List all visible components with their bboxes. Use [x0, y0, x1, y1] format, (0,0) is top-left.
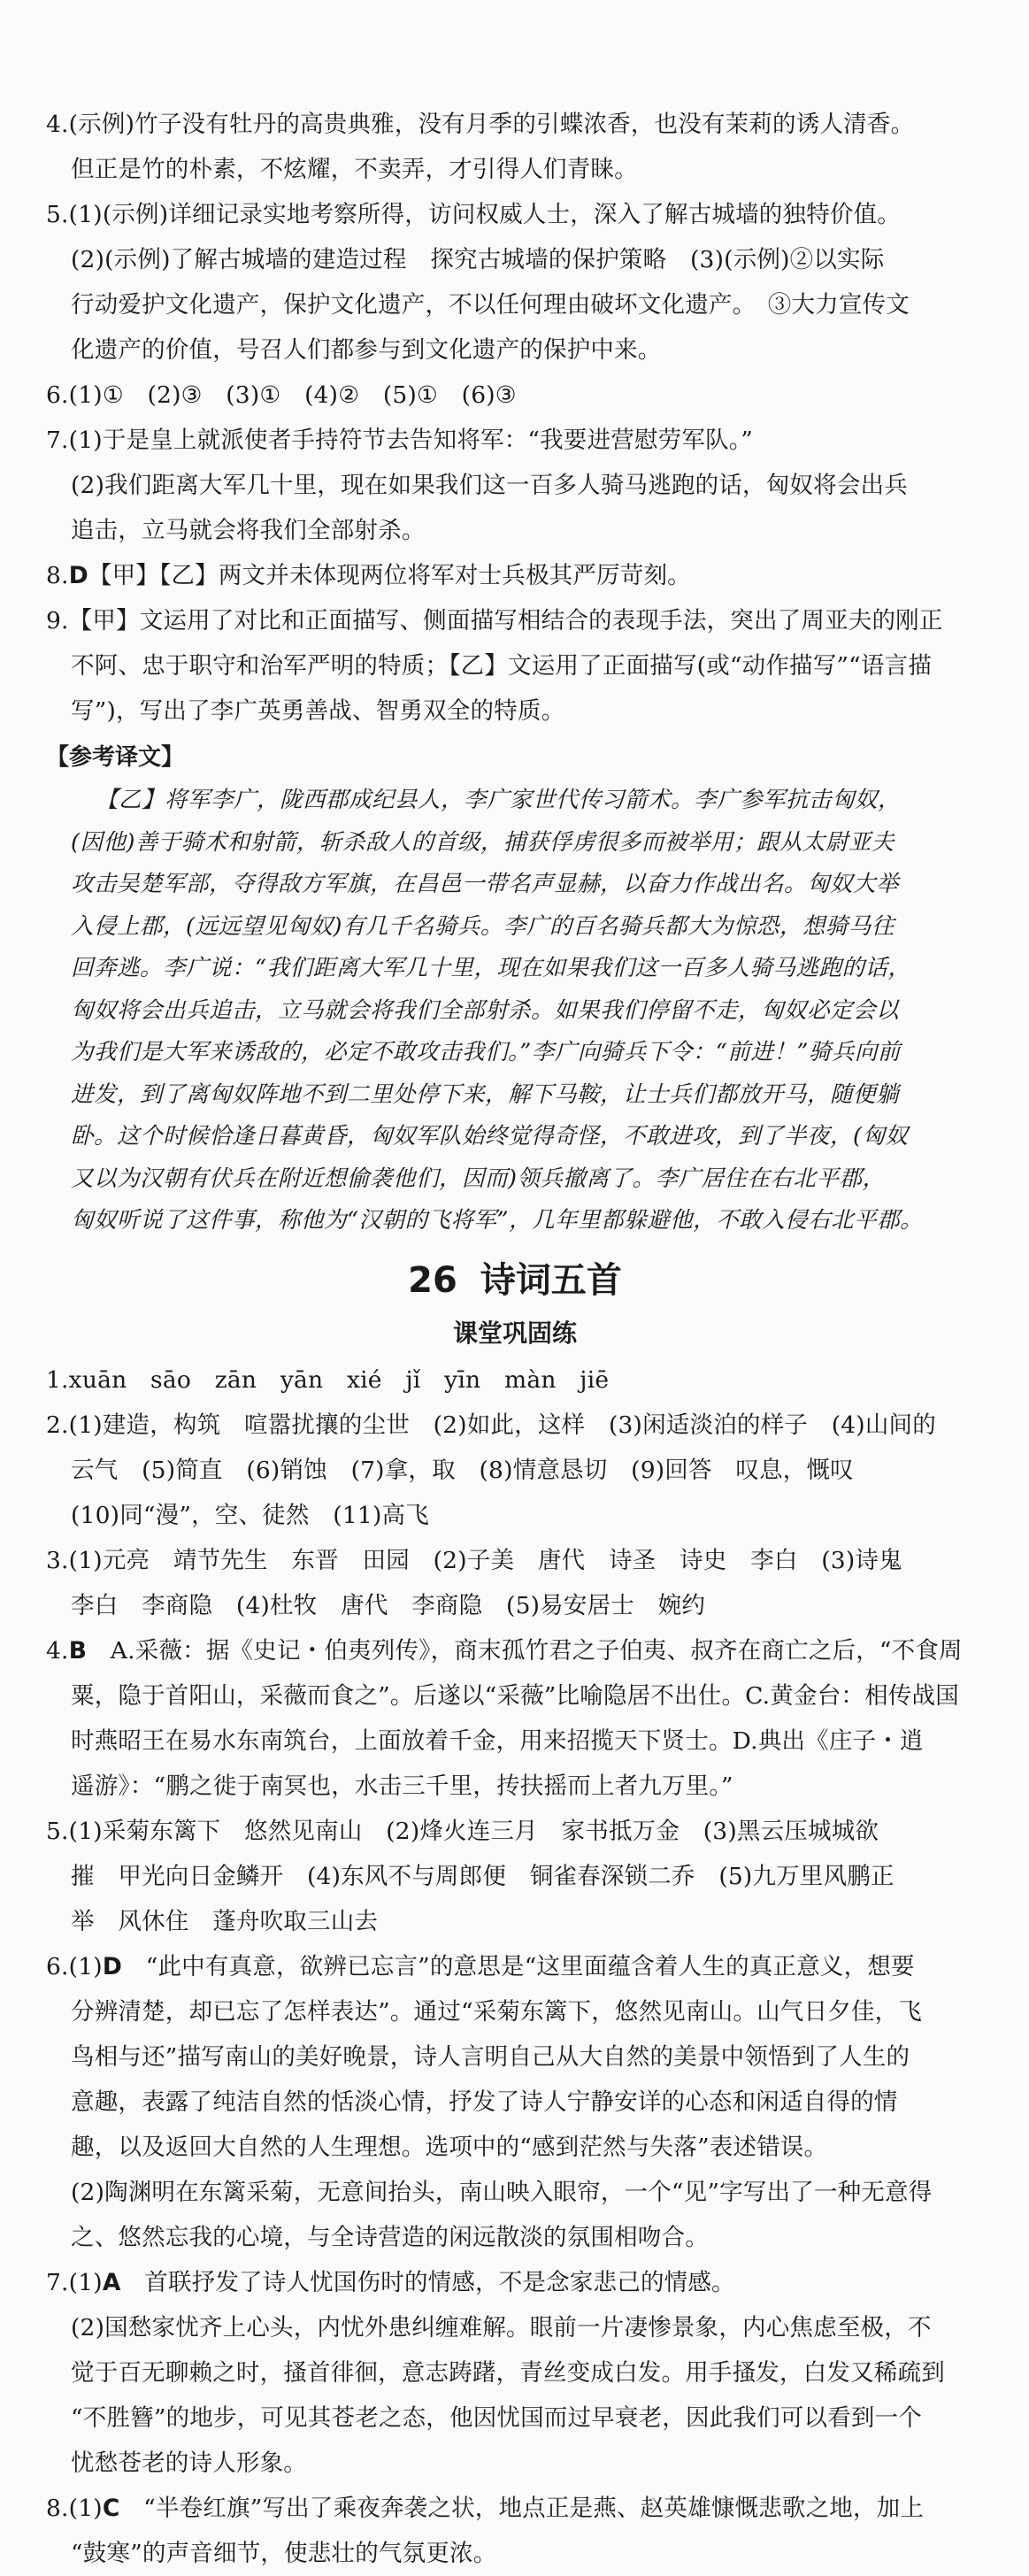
answer-b8-number: 8.(1) — [46, 2494, 103, 2522]
answer-b6-line-2: 分辨清楚，却已忘了怎样表达”。通过“采菊东篱下，悠然见南山。山气日夕佳，飞 — [71, 1997, 922, 2026]
translation-heading: 【参考译文】 — [46, 744, 185, 771]
translation-line: 攻击吴楚军部，夺得敌方军旗，在昌邑一带名声显赫，以奋力作战出名。匈奴大举 — [71, 871, 900, 897]
answer-b4-line-3: 时燕昭王在易水东南筑台，上面放着千金，用来招揽天下贤士。D.典出《庄子・逍 — [71, 1726, 924, 1755]
translation-line: 又以为汉朝有伏兵在附近想偷袭他们，因而)领兵撤离了。李广居住在右北平郡， — [71, 1165, 886, 1192]
answer-7-line-3: 追击，立马就会将我们全部射杀。 — [71, 517, 426, 544]
answer-b6-choice: D — [102, 1952, 123, 1980]
answer-5-line-2: (2)(示例)了解古城墙的建造过程 探究古城墙的保护策略 (3)(示例)②以实际 — [71, 246, 885, 273]
translation-line: 为我们是大军来诱敌的，必定不敢攻击我们。”李广向骑兵下令：“前进！”骑兵向前 — [71, 1039, 901, 1065]
answer-9-line-1: 9.【甲】文运用了对比和正面描写、侧面描写相结合的表现手法，突出了周亚夫的刚正 — [46, 607, 943, 634]
section-number: 26 — [408, 1259, 457, 1301]
answer-9-line-3: 写”)，写出了李广英勇善战、智勇双全的特质。 — [71, 697, 565, 725]
answer-b6-line-5: 趣，以及返回大自然的人生理想。选项中的“感到茫然与失落”表述错误。 — [71, 2133, 828, 2161]
translation-line: (因他)善于骑术和射箭，斩杀敌人的首级，捕获俘虏很多而被举用；跟从太尉亚夫 — [71, 828, 895, 856]
answer-b6-text: “此中有真意，欲辨已忘言”的意思是“这里面蕴含着人生的真正意义，想要 — [122, 1952, 915, 1980]
answer-6: 6.(1)① (2)③ (3)① (4)② (5)① (6)③ — [46, 381, 517, 409]
answer-b7-line-5: 忧愁苍老的诗人形象。 — [71, 2449, 307, 2477]
answer-b5-line-2: 摧 甲光向日金鳞开 (4)东风不与周郎便 铜雀春深锁二乔 (5)九万里风鹏正 — [71, 1862, 895, 1890]
answer-b7-choice: A — [102, 2268, 121, 2296]
answer-8-text: 【甲】【乙】两文并未体现两位将军对士兵极其严厉苛刻。 — [88, 562, 691, 589]
answer-b1-pinyin: 1.xuān sāo zān yān xié jǐ yīn màn jiē — [46, 1365, 610, 1394]
answer-5-line-3: 行动爱护文化遗产，保护文化遗产，不以任何理由破坏文化遗产。 ③大力宣传文 — [71, 291, 910, 319]
answer-b4-number: 4. — [46, 1636, 69, 1665]
translation-line: 卧。这个时候恰逢日暮黄昏，匈奴军队始终觉得奇怪，不敢进攻，到了半夜，(匈奴 — [71, 1123, 909, 1150]
answer-8 — [46, 553, 984, 598]
section-subtitle: 课堂巩固练 — [452, 1318, 577, 1348]
translation-line: 匈奴将会出兵追击，立马就会将我们全部射杀。如果我们停留不走，匈奴必定会以 — [71, 996, 900, 1024]
section-title-text: 诗词五首 — [480, 1259, 622, 1301]
answer-b3-line-1: 3.(1)元亮 靖节先生 东晋 田园 (2)子美 唐代 诗圣 诗史 李白 (3)诗鬼 — [46, 1546, 902, 1574]
translation-line: 进发，到了离匈奴阵地不到二里处停下来，解下马鞍，让士兵们都放开马，随便躺 — [71, 1080, 900, 1108]
answer-b5-line-3: 举 风休住 蓬舟吹取三山去 — [71, 1907, 379, 1935]
answer-b6-number: 6.(1) — [46, 1952, 103, 1980]
answer-b7-line-4: “不胜簪”的地步，可见其苍老之态，他因忧国而过早衰老，因此我们可以看到一个 — [71, 2403, 922, 2432]
answer-b7-line-1 — [46, 2260, 984, 2305]
answer-b4-text: A.采薇：据《史记・伯夷列传》，商末孤竹君之子伯夷、叔齐在商亡之后，“不食周 — [87, 1636, 963, 1665]
answer-b2-line-2: 云气 (5)简直 (6)销蚀 (7)拿，取 (8)情意恳切 (9)回答 叹息，慨叹 — [71, 1456, 854, 1484]
answer-b4-line-2: 粟，隐于首阳山，采薇而食之”。后遂以“采薇”比喻隐居不出仕。C.黄金台：相传战国 — [71, 1681, 959, 1710]
answer-8-choice: D — [68, 562, 88, 589]
answer-b7-text: 首联抒发了诗人忧国伤时的情感，不是念家悲己的情感。 — [120, 2268, 735, 2296]
answer-b6-line-1 — [46, 1944, 984, 1989]
answer-b7-line-3: 觉于百无聊赖之时，搔首徘徊，意志踌躇，青丝变成白发。用手搔发，白发又稀疏到 — [71, 2358, 945, 2387]
translation-line: 【乙】将军李广，陇西郡成纪县人，李广家世代传习箭术。李广参军抗击匈奴， — [96, 787, 902, 813]
answer-b8-text: “半卷红旗”写出了乘夜奔袭之状，地点正是燕、赵英雄慷慨悲歌之地，加上 — [119, 2494, 925, 2522]
answer-b6-line-4: 意趣，表露了纯洁自然的恬淡心情，抒发了诗人宁静安详的心态和闲适自得的情 — [71, 2088, 898, 2116]
answer-5-line-1: 5.(1)(示例)详细记录实地考察所得，访问权威人士，深入了解古城墙的独特价值。 — [46, 201, 901, 228]
section-title — [46, 1250, 984, 1311]
answer-8-number: 8. — [46, 562, 69, 589]
answer-9-line-2: 不阿、忠于职守和治军严明的特质；【乙】文运用了正面描写(或“动作描写”“语言描 — [71, 652, 933, 680]
answer-4-line-2: 但正是竹的朴素，不炫耀，不卖弄，才引得人们青睐。 — [71, 156, 638, 183]
answer-b8-line-2: “鼓寒”的声音细节，使悲壮的气氛更浓。 — [71, 2539, 497, 2567]
answer-4-line-1: 4.(示例)竹子没有牡丹的高贵典雅，没有月季的引蝶浓香，也没有茉莉的诱人清香。 — [46, 111, 915, 138]
answer-b7-line-2: (2)国愁家忧齐上心头，内忧外患纠缠难解。眼前一片凄惨景象，内心焦虑至极，不 — [71, 2313, 932, 2341]
translation-line: 回奔逃。李广说：“我们距离大军几十里，现在如果我们这一百多人骑马逃跑的话， — [71, 955, 911, 981]
answer-7-line-2: (2)我们距离大军几十里，现在如果我们这一百多人骑马逃跑的话，匈奴将会出兵 — [71, 472, 908, 499]
answer-5-line-4: 化遗产的价值，号召人们都参与到文化遗产的保护中来。 — [71, 336, 662, 364]
answer-7-line-1: 7.(1)于是皇上就派使者手持符节去告知将军：“我要进营慰劳军队。” — [46, 427, 753, 454]
answer-b2-line-3: (10)同“漫”，空、徒然 (11)高飞 — [71, 1501, 429, 1529]
answer-b7-number: 7.(1) — [46, 2268, 103, 2296]
answer-b8-choice: C — [102, 2494, 120, 2522]
answer-b5-line-1: 5.(1)采菊东篱下 悠然见南山 (2)烽火连三月 家书抵万金 (3)黑云压城城欲 — [46, 1817, 879, 1845]
answer-b3-line-2: 李白 李商隐 (4)杜牧 唐代 李商隐 (5)易安居士 婉约 — [71, 1591, 706, 1619]
answer-b6-line-7: 之、悠然忘我的心境，与全诗营造的闲远散淡的氛围相吻合。 — [71, 2223, 709, 2251]
translation-line: 匈奴听说了这件事，称他为“汉朝的飞将军”，几年里都躲避他，不敢入侵右北平郡。 — [71, 1207, 924, 1234]
answer-b8-line-1 — [46, 2486, 984, 2531]
translation-line: 入侵上郡，(远远望见匈奴)有几千名骑兵。李广的百名骑兵都大为惊恐，想骑马往 — [71, 912, 895, 940]
answer-page — [46, 102, 984, 2576]
answer-b4-line-4: 遥游》：“鹏之徙于南冥也，水击三千里，抟扶摇而上者九万里。” — [71, 1772, 733, 1800]
answer-b4-line-1 — [46, 1628, 984, 1673]
answer-b2-line-1: 2.(1)建造，构筑 喧嚣扰攘的尘世 (2)如此，这样 (3)闲适淡泊的样子 (4)山间的 — [46, 1411, 936, 1439]
answer-b4-choice: B — [68, 1636, 88, 1665]
answer-b6-line-6: (2)陶渊明在东篱采菊，无意间抬头，南山映入眼帘，一个“见”字写出了一种无意得 — [71, 2178, 933, 2206]
answer-b6-line-3: 鸟相与还”描写南山的美好晚景，诗人言明自己从大自然的美景中领悟到了人生的 — [71, 2042, 910, 2071]
